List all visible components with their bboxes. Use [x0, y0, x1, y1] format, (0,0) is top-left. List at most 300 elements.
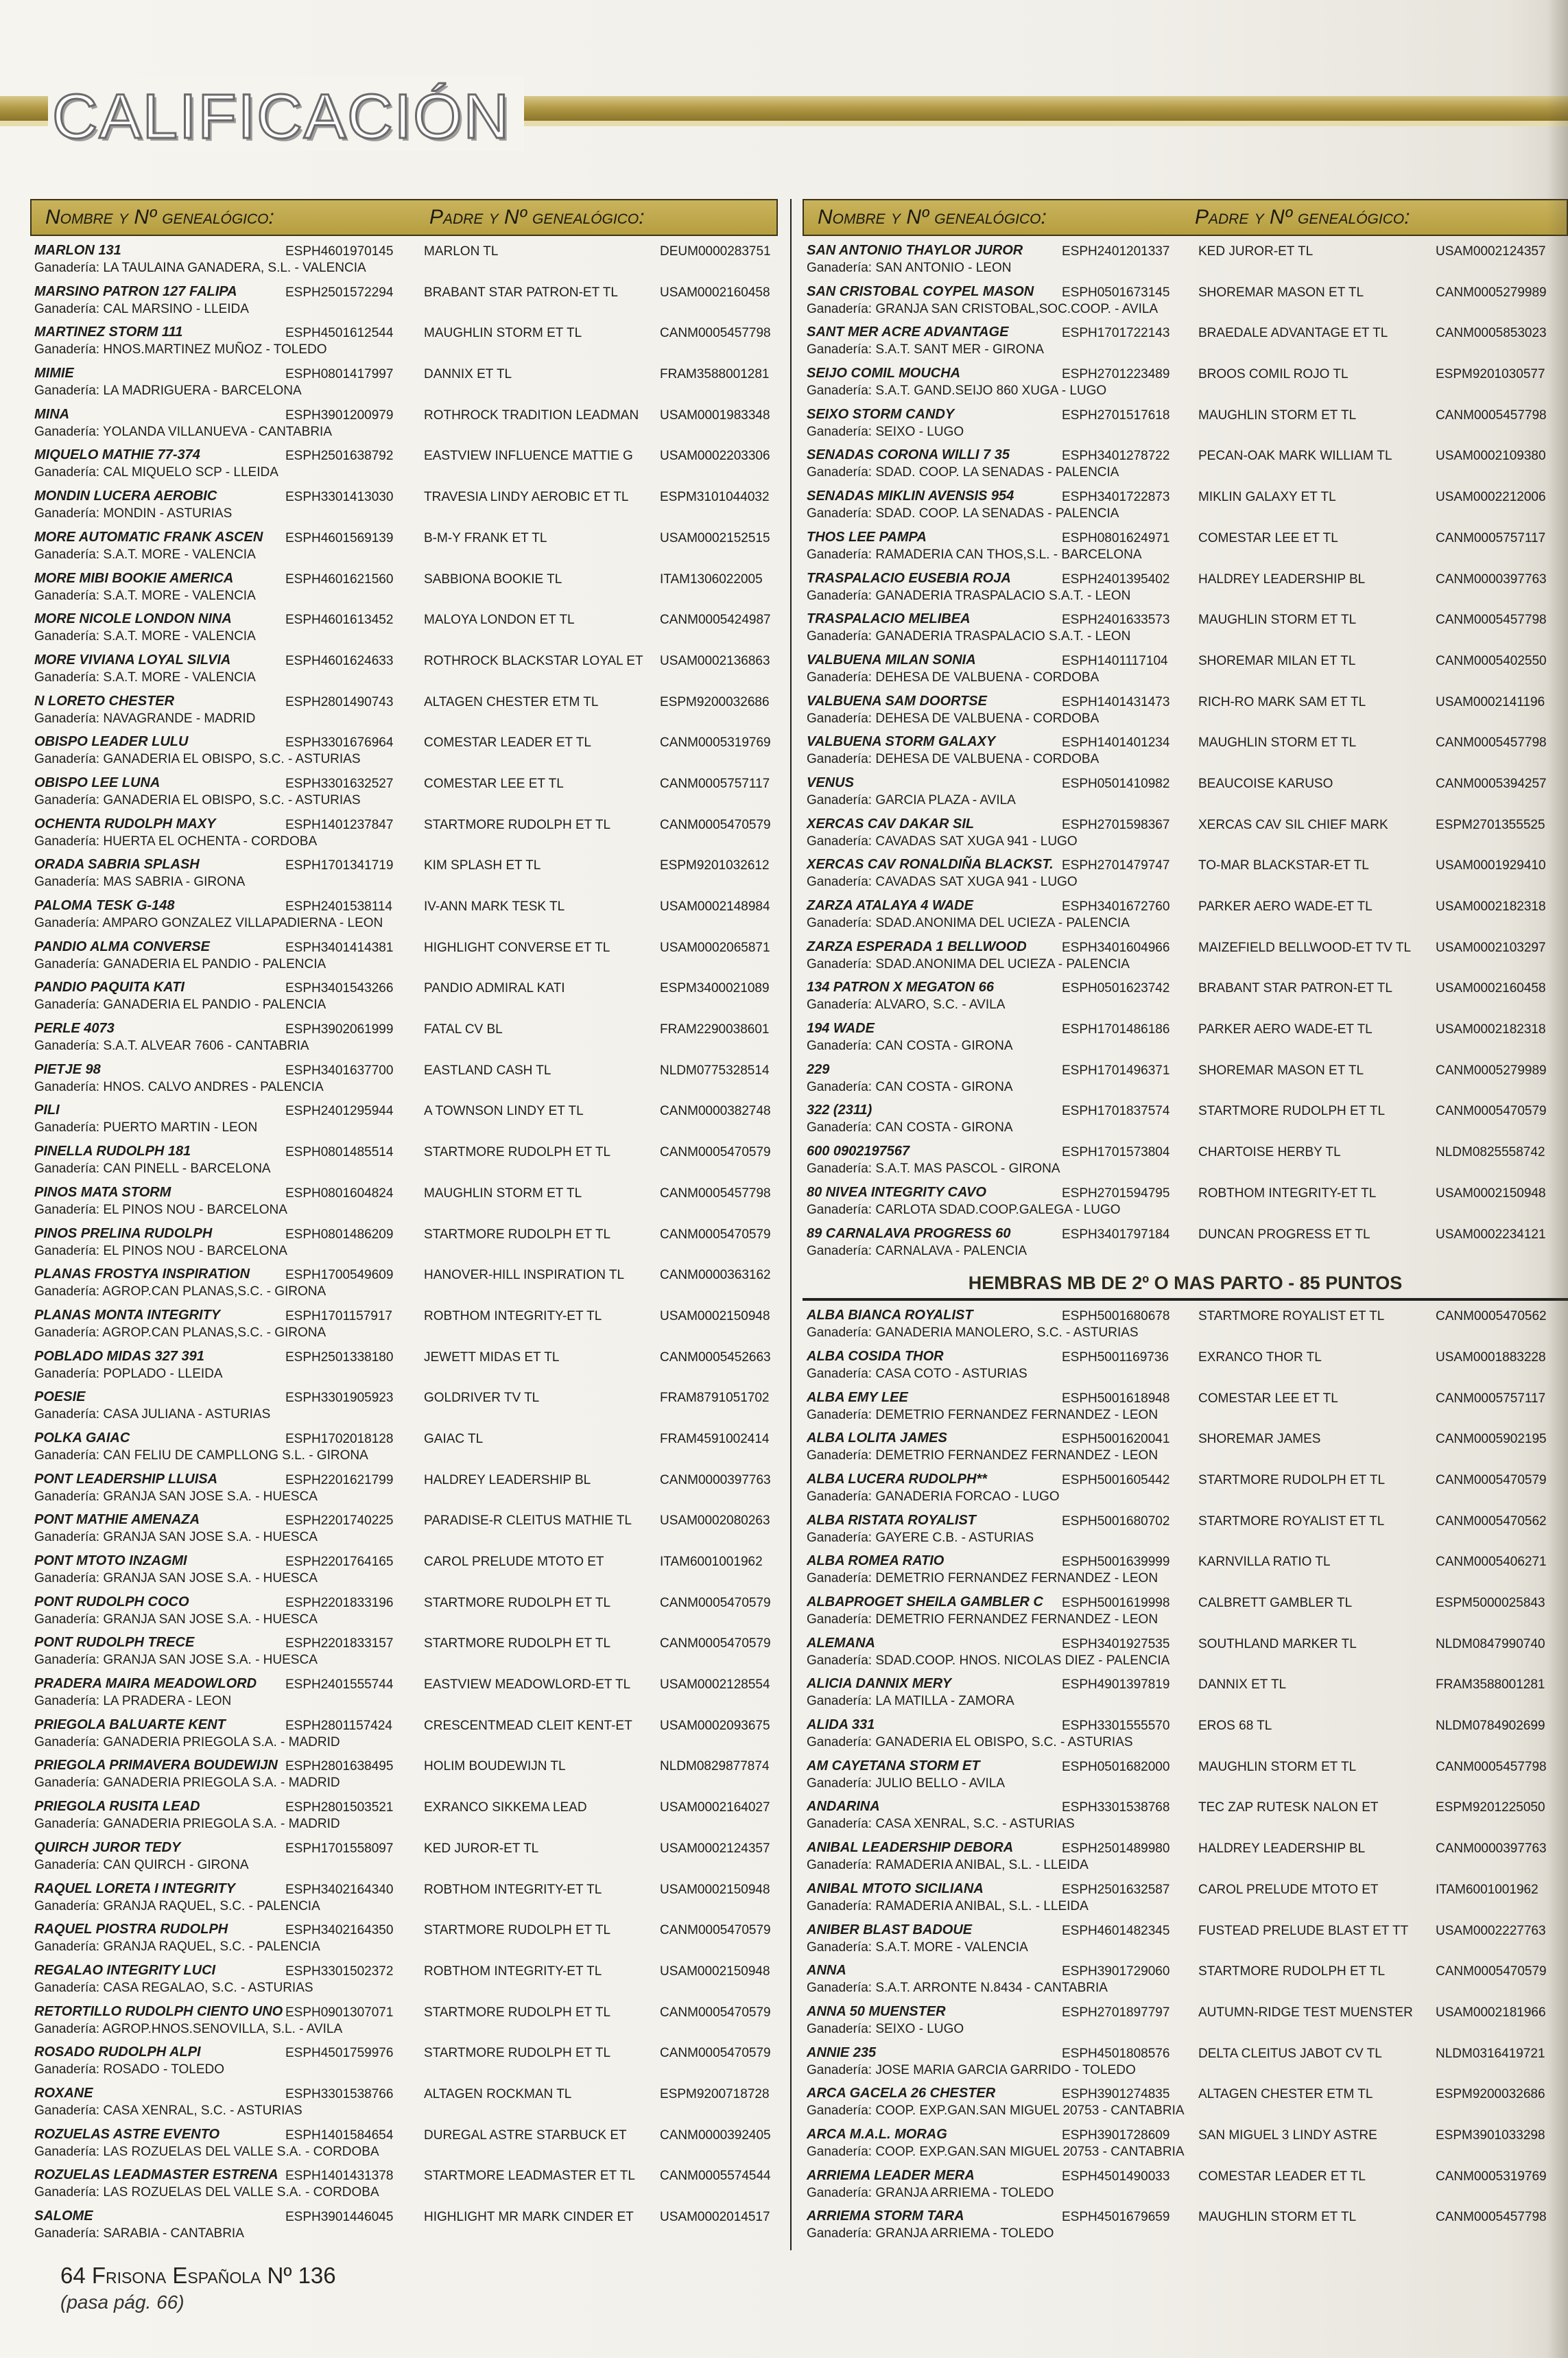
farm-name: Ganadería: CAL MIQUELO SCP - LLEIDA [34, 465, 278, 480]
animal-name: ALBA COSIDA THOR [807, 1348, 944, 1364]
farm-name: Ganadería: CARLOTA SDAD.COOP.GALEGA - LUGO [807, 1202, 1121, 1217]
sire-name: BEAUCOISE KARUSO [1198, 776, 1333, 791]
animal-id: ESPH4601970145 [285, 244, 394, 259]
animal-id: ESPH1700549609 [285, 1268, 394, 1283]
sire-name: BRABANT STAR PATRON-ET TL [424, 285, 618, 300]
entry-row [30, 853, 778, 894]
animal-id: ESPH2801490743 [285, 694, 394, 709]
animal-id: ESPH1702018128 [285, 1431, 394, 1446]
sire-id: ITAM6001001962 [1436, 1882, 1539, 1897]
animal-id: ESPH2801503521 [285, 1800, 394, 1815]
animal-id: ESPH1401117104 [1062, 653, 1168, 668]
animal-id: ESPH0501623742 [1062, 981, 1170, 996]
entry-row [803, 1304, 1568, 1345]
entry-row [30, 976, 778, 1017]
sire-name: BRABANT STAR PATRON-ET TL [1198, 981, 1392, 996]
animal-name: 600 0902197567 [807, 1144, 910, 1159]
animal-name: PRIEGOLA PRIMAVERA BOUDEWIJN [34, 1758, 278, 1773]
farm-name: Ganadería: CARNALAVA - PALENCIA [807, 1243, 1027, 1258]
sire-id: CANM0000382748 [660, 1104, 771, 1119]
sire-id: CANM0005853023 [1436, 326, 1547, 341]
animal-name: ALICIA DANNIX MERY [807, 1676, 952, 1692]
sire-id: USAM0001929410 [1436, 858, 1546, 873]
farm-name: Ganadería: COOP. EXP.GAN.SAN MIGUEL 20753 - CANTABRIA [807, 2144, 1185, 2159]
animal-name: PALOMA TESK G-148 [34, 898, 175, 913]
animal-id: ESPH5001680678 [1062, 1309, 1170, 1324]
sire-name: XERCAS CAV SIL CHIEF MARK [1198, 817, 1388, 832]
sire-id: USAM0002124357 [1436, 244, 1546, 259]
sire-id: CANM0005319769 [660, 735, 771, 751]
sire-id: NLDM0784902699 [1436, 1719, 1545, 1734]
entry-row [30, 812, 778, 853]
sire-name: HIGHLIGHT CONVERSE ET TL [424, 940, 610, 955]
animal-name: THOS LEE PAMPA [807, 529, 927, 545]
animal-name: PONT MATHIE AMENAZA [34, 1512, 200, 1528]
sire-name: HALDREY LEADERSHIP BL [1198, 1841, 1366, 1856]
entry-row [803, 443, 1568, 484]
animal-id: ESPH2701223489 [1062, 367, 1170, 382]
sire-id: CANM0005457798 [1436, 1759, 1547, 1774]
sire-name: CALBRETT GAMBLER TL [1198, 1596, 1353, 1610]
animal-id: ESPH1701486186 [1062, 1022, 1170, 1037]
sire-name: STARTMORE RUDOLPH ET TL [424, 1595, 611, 1610]
sire-name: COMESTAR LEE ET TL [1198, 1391, 1338, 1406]
sire-id: USAM0002148984 [660, 899, 770, 914]
right-column [803, 199, 1568, 2250]
sire-name: EXRANCO THOR TL [1198, 1349, 1322, 1365]
animal-name: PERLE 4073 [34, 1021, 115, 1037]
farm-name: Ganadería: SDAD.COOP. HNOS. NICOLAS DIEZ - PALENCIA [807, 1653, 1170, 1668]
farm-name: Ganadería: CASA XENRAL, S.C. - ASTURIAS [807, 1817, 1075, 1832]
sire-id: CANM0005574544 [660, 2169, 771, 2184]
animal-name: PRADERA MAIRA MEADOWLORD [34, 1676, 257, 1692]
farm-name: Ganadería: DEMETRIO FERNANDEZ FERNANDEZ - LEON [807, 1612, 1159, 1627]
entry-row [30, 2000, 778, 2041]
farm-name: Ganadería: S.A.T. MORE - VALENCIA [807, 1940, 1028, 1955]
animal-id: ESPH0501673145 [1062, 285, 1170, 300]
farm-name: Ganadería: EL PINOS NOU - BARCELONA [34, 1243, 287, 1258]
animal-id: ESPH2201621799 [285, 1472, 394, 1487]
left-entry-list [30, 239, 778, 2245]
sire-name: MARLON TL [424, 244, 499, 259]
animal-id: ESPH3401722873 [1062, 490, 1170, 505]
sire-id: CANM0000397763 [1436, 1841, 1547, 1856]
entry-row [30, 1754, 778, 1795]
animal-id: ESPH3901274835 [1062, 2087, 1170, 2102]
entry-row [30, 1836, 778, 1877]
farm-name: Ganadería: SDAD.ANONIMA DEL UCIEZA - PALENCIA [807, 916, 1130, 930]
animal-name: PIETJE 98 [34, 1061, 101, 1077]
animal-name: PONT MTOTO INZAGMI [34, 1553, 187, 1568]
sire-name: ALTAGEN CHESTER ETM TL [1198, 2087, 1373, 2102]
entry-row [803, 1181, 1568, 1222]
entry-row [30, 648, 778, 689]
sire-name: STARTMORE RUDOLPH ET TL [1198, 1104, 1386, 1119]
animal-name: QUIRCH JUROR TEDY [34, 1839, 181, 1855]
animal-name: ROXANE [34, 2085, 93, 2101]
entry-row [803, 2204, 1568, 2245]
entry-row [803, 976, 1568, 1017]
sire-name: CRESCENTMEAD CLEIT KENT-ET [424, 1718, 632, 1733]
animal-name: MONDIN LUCERA AEROBIC [34, 488, 217, 504]
sire-name: JEWETT MIDAS ET TL [424, 1349, 560, 1365]
animal-name: ZARZA ESPERADA 1 BELLWOOD [807, 939, 1027, 954]
sire-name: MAUGHLIN STORM ET TL [1198, 1759, 1357, 1774]
farm-name: Ganadería: GRANJA SAN JOSE S.A. - HUESCA [34, 1612, 318, 1627]
farm-name: Ganadería: S.A.T. MORE - VALENCIA [34, 547, 256, 562]
sire-id: CANM0005470579 [1436, 1472, 1547, 1487]
sire-id: USAM0002109380 [1436, 449, 1546, 464]
sire-id: FRAM3588001281 [1436, 1677, 1545, 1693]
entry-row [30, 1222, 778, 1263]
animal-id: ESPH1701341719 [285, 858, 394, 873]
farm-name: Ganadería: LA MATILLA - ZAMORA [807, 1694, 1014, 1709]
farm-name: Ganadería: SEIXO - LUGO [807, 2021, 964, 2036]
entry-row [30, 1426, 778, 1467]
farm-name: Ganadería: DEMETRIO FERNANDEZ FERNANDEZ - LEON [807, 1407, 1159, 1422]
sire-name: MAUGHLIN STORM ET TL [1198, 735, 1357, 751]
left-column-header [30, 199, 778, 236]
animal-name: RETORTILLO RUDOLPH CIENTO UNO [34, 2003, 283, 2019]
sire-name: CHARTOISE HERBY TL [1198, 1145, 1341, 1160]
animal-id: ESPH2501338180 [285, 1349, 394, 1365]
farm-name: Ganadería: LAS ROZUELAS DEL VALLE S.A. - CORDOBA [34, 2144, 379, 2159]
animal-id: ESPH2201833196 [285, 1595, 394, 1610]
animal-name: ALIDA 331 [807, 1717, 875, 1733]
animal-name: MIQUELO MATHIE 77-374 [34, 447, 200, 463]
animal-name: MARSINO PATRON 127 FALIPA [34, 283, 237, 299]
animal-name: 80 NIVEA INTEGRITY CAVO [807, 1184, 986, 1200]
animal-id: ESPH4501759976 [285, 2046, 394, 2061]
sire-name: STARTMORE RUDOLPH ET TL [1198, 1472, 1386, 1487]
farm-name: Ganadería: SEIXO - LUGO [807, 424, 964, 439]
entry-row [803, 1386, 1568, 1427]
animal-name: MORE MIBI BOOKIE AMERICA [34, 570, 234, 586]
animal-name: ARCA M.A.L. MORAG [807, 2126, 947, 2142]
sire-name: GAIAC TL [424, 1431, 484, 1446]
farm-name: Ganadería: GRANJA SAN JOSE S.A. - HUESCA [34, 1653, 318, 1668]
sire-id: NLDM0775328514 [660, 1063, 770, 1078]
entry-row [803, 526, 1568, 567]
animal-id: ESPH0801417997 [285, 367, 394, 382]
entry-row [30, 280, 778, 321]
farm-name: Ganadería: GANADERIA EL OBISPO, S.C. - ASTURIAS [34, 792, 361, 807]
farm-name: Ganadería: GANADERIA PRIEGOLA S.A. - MADRID [34, 1817, 340, 1832]
magazine-name: Frisona Española [91, 2263, 261, 2288]
sire-name: STARTMORE RUDOLPH ET TL [424, 1227, 611, 1242]
entry-row [30, 1467, 778, 1509]
farm-name: Ganadería: GRANJA SAN JOSE S.A. - HUESCA [34, 1530, 318, 1545]
sire-name: SHOREMAR JAMES [1198, 1432, 1321, 1447]
animal-id: ESPH4501612544 [285, 326, 394, 341]
animal-name: TRASPALACIO EUSEBIA ROJA [807, 570, 1011, 586]
sire-id: ESPM5000025843 [1436, 1596, 1545, 1610]
animal-id: ESPH3301538766 [285, 2086, 394, 2101]
entry-row [803, 2164, 1568, 2205]
animal-name: ZARZA ATALAYA 4 WADE [807, 898, 973, 913]
sire-id: CANM0000363162 [660, 1268, 771, 1283]
farm-name: Ganadería: DEHESA DE VALBUENA - CORDOBA [807, 752, 1100, 767]
animal-name: XERCAS CAV DAKAR SIL [807, 816, 975, 832]
animal-name: ANNA 50 MUENSTER [807, 2003, 946, 2019]
farm-name: Ganadería: LA TAULAINA GANADERA, S.L. - VALENCIA [34, 261, 366, 275]
sire-name: ALTAGEN CHESTER ETM TL [424, 694, 599, 709]
animal-id: ESPH2201740225 [285, 1513, 394, 1529]
entry-row [30, 1590, 778, 1631]
entry-row [30, 1262, 778, 1304]
animal-name: MARTINEZ STORM 111 [34, 325, 183, 340]
animal-id: ESPH3901200979 [285, 408, 394, 423]
sire-name: RICH-RO MARK SAM ET TL [1198, 694, 1366, 709]
sire-name: B-M-Y FRANK ET TL [424, 530, 547, 545]
sire-name: HANOVER-HILL INSPIRATION TL [424, 1268, 625, 1283]
farm-name: Ganadería: GANADERIA EL PANDIO - PALENCIA [34, 998, 326, 1013]
sire-id: ESPM3400021089 [660, 981, 770, 996]
animal-name: ROSADO RUDOLPH ALPI [34, 2044, 201, 2060]
sire-name: EROS 68 TL [1198, 1719, 1272, 1734]
sire-id: CANM0005470579 [660, 1227, 771, 1242]
animal-name: ALBA BIANCA ROYALIST [807, 1308, 973, 1323]
sire-id: USAM0002065871 [660, 940, 770, 955]
farm-name: Ganadería: HNOS.MARTINEZ MUÑOZ - TOLEDO [34, 342, 327, 357]
sire-id: CANM0005470579 [660, 1923, 771, 1938]
animal-name: ANNIE 235 [807, 2044, 877, 2060]
sire-id: CANM0005470579 [1436, 1964, 1547, 1979]
subsection-title: HEMBRAS MB DE 2º O MAS PARTO - 85 PUNTOS [803, 1269, 1568, 1301]
sire-id: ESPM2701355525 [1436, 817, 1545, 832]
sire-name: SHOREMAR MASON ET TL [1198, 1063, 1364, 1078]
sire-id: USAM0002227763 [1436, 1923, 1546, 1938]
farm-name: Ganadería: S.A.T. MORE - VALENCIA [34, 670, 256, 685]
farm-name: Ganadería: LA MADRIGUERA - BARCELONA [34, 384, 302, 399]
sire-name: STARTMORE RUDOLPH ET TL [424, 1636, 611, 1651]
farm-name: Ganadería: LA PRADERA - LEON [34, 1694, 232, 1709]
animal-name: POLKA GAIAC [34, 1430, 130, 1446]
entry-row [30, 1017, 778, 1058]
sire-name: STARTMORE ROYALIST ET TL [1198, 1309, 1385, 1324]
farm-name: Ganadería: CAN COSTA - GIRONA [807, 1079, 1013, 1094]
sire-id: USAM0002234121 [1436, 1227, 1546, 1242]
animal-name: MARLON 131 [34, 243, 121, 258]
farm-name: Ganadería: HNOS. CALVO ANDRES - PALENCIA [34, 1079, 324, 1094]
continued-note: (pasa pág. 66) [60, 2291, 185, 2313]
sire-name: STARTMORE RUDOLPH ET TL [1198, 1964, 1386, 1979]
entry-row [30, 1058, 778, 1099]
farm-name: Ganadería: CAN QUIRCH - GIRONA [34, 1857, 249, 1872]
sire-id: FRAM8791051702 [660, 1391, 770, 1406]
entry-row [803, 280, 1568, 321]
sire-name: SABBIONA BOOKIE TL [424, 571, 562, 587]
entry-row [30, 1795, 778, 1836]
animal-name: ROZUELAS ASTRE EVENTO [34, 2126, 220, 2142]
farm-name: Ganadería: MONDIN - ASTURIAS [34, 506, 233, 521]
farm-name: Ganadería: NAVAGRANDE - MADRID [34, 711, 256, 726]
animal-name: VENUS [807, 775, 854, 790]
animal-name: 229 [807, 1061, 830, 1077]
entry-row [803, 771, 1568, 812]
farm-name: Ganadería: YOLANDA VILLANUEVA - CANTABRIA [34, 424, 333, 439]
animal-name: VALBUENA STORM GALAXY [807, 734, 996, 750]
sire-name: STARTMORE ROYALIST ET TL [1198, 1513, 1385, 1529]
issue-number: Nº 136 [267, 2263, 336, 2288]
entry-row [30, 1140, 778, 1181]
farm-name: Ganadería: GRANJA SAN JOSE S.A. - HUESCA [34, 1489, 318, 1504]
farm-name: Ganadería: S.A.T. GAND.SEIJO 860 XUGA - LUGO [807, 384, 1107, 399]
sire-id: USAM0002160458 [1436, 981, 1546, 996]
sire-name: MAUGHLIN STORM ET TL [424, 1186, 582, 1201]
entry-row [30, 1672, 778, 1713]
animal-name: SALOME [34, 2208, 93, 2224]
entry-row [30, 1181, 778, 1222]
section-header [0, 75, 1568, 158]
entry-row [30, 2163, 778, 2204]
sire-id: USAM0002103297 [1436, 940, 1546, 955]
animal-id: ESPH2701598367 [1062, 817, 1170, 832]
sire-name: KED JUROR-ET TL [1198, 244, 1314, 259]
animal-id: ESPH3301413030 [285, 490, 394, 505]
animal-name: RAQUEL LORETA I INTEGRITY [34, 1880, 235, 1896]
animal-id: ESPH3902061999 [285, 1022, 394, 1037]
animal-id: ESPH2201833157 [285, 1636, 394, 1651]
farm-name: Ganadería: S.A.T. MORE - VALENCIA [34, 629, 256, 644]
farm-name: Ganadería: CASA XENRAL, S.C. - ASTURIAS [34, 2103, 302, 2118]
sire-id: NLDM0829877874 [660, 1759, 770, 1774]
animal-id: ESPH1401584654 [285, 2127, 394, 2143]
farm-name: Ganadería: SARABIA - CANTABRIA [34, 2226, 244, 2241]
sire-name: MAIZEFIELD BELLWOOD-ET TV TL [1198, 940, 1412, 955]
farm-name: Ganadería: CAN FELIU DE CAMPLLONG S.L. - GIRONA [34, 1448, 368, 1463]
animal-id: ESPH1701496371 [1062, 1063, 1170, 1078]
farm-name: Ganadería: CAVADAS SAT XUGA 941 - LUGO [807, 834, 1078, 849]
farm-name: Ganadería: RAMADERIA CAN THOS,S.L. - BARCELONA [807, 547, 1142, 562]
entry-row [803, 1877, 1568, 1918]
animal-name: ROZUELAS LEADMASTER ESTRENA [34, 2167, 278, 2183]
farm-name: Ganadería: GARCIA PLAZA - AVILA [807, 792, 1016, 807]
sire-name: BRAEDALE ADVANTAGE ET TL [1198, 326, 1388, 341]
animal-id: ESPH3401414381 [285, 940, 394, 955]
animal-id: ESPH2701594795 [1062, 1186, 1170, 1201]
sire-id: FRAM3588001281 [660, 367, 770, 382]
sire-id: USAM0002181966 [1436, 2005, 1546, 2020]
animal-name: POESIE [34, 1389, 86, 1405]
animal-name: ALEMANA [807, 1635, 875, 1651]
entry-row [30, 1304, 778, 1345]
animal-name: AM CAYETANA STORM ET [807, 1758, 980, 1773]
farm-name: Ganadería: AGROP.CAN PLANAS,S.C. - GIRONA [34, 1325, 326, 1340]
animal-id: ESPH3401543266 [285, 981, 394, 996]
animal-name: PILI [34, 1103, 60, 1118]
sire-id: USAM0002182318 [1436, 1022, 1546, 1037]
animal-name: N LORETO CHESTER [34, 693, 175, 709]
sire-name: HOLIM BOUDEWIJN TL [424, 1759, 566, 1774]
animal-name: ALBAPROGET SHEILA GAMBLER C [807, 1594, 1043, 1610]
entry-row [803, 403, 1568, 444]
sire-id: CANM0005402550 [1436, 653, 1547, 668]
farm-name: Ganadería: RAMADERIA ANIBAL, S.L. - LLEIDA [807, 1858, 1089, 1873]
farm-name: Ganadería: DEMETRIO FERNANDEZ FERNANDEZ - LEON [807, 1448, 1159, 1463]
sire-id: ESPM9201030577 [1436, 367, 1545, 382]
sire-name: MAUGHLIN STORM ET TL [1198, 408, 1357, 423]
entry-row [30, 607, 778, 648]
sire-name: SAN MIGUEL 3 LINDY ASTRE [1198, 2127, 1377, 2143]
sire-name: ROTHROCK BLACKSTAR LOYAL ET [424, 653, 643, 668]
entry-row [30, 239, 778, 280]
sire-id: USAM0002124357 [660, 1841, 770, 1856]
animal-id: ESPH2701517618 [1062, 408, 1170, 423]
entry-row [30, 771, 778, 812]
animal-name: 134 PATRON X MEGATON 66 [807, 980, 995, 995]
sire-name: MAUGHLIN STORM ET TL [424, 326, 582, 341]
animal-id: ESPH3901729060 [1062, 1964, 1170, 1979]
animal-id: ESPH4501808576 [1062, 2046, 1170, 2061]
sire-name: CAROL PRELUDE MTOTO ET [424, 1555, 604, 1569]
sire-name: STARTMORE RUDOLPH ET TL [424, 817, 611, 832]
animal-id: ESPH5001605442 [1062, 1472, 1170, 1487]
animal-id: ESPH2701897797 [1062, 2005, 1170, 2020]
entry-row [803, 1058, 1568, 1099]
animal-name: MORE VIVIANA LOYAL SILVIA [34, 652, 231, 668]
sire-id: CANM0005457798 [660, 1186, 771, 1201]
page-footer [60, 2263, 336, 2313]
entry-row [30, 443, 778, 484]
animal-id: ESPH1701157917 [285, 1308, 392, 1323]
right-entry-list-2 [803, 1304, 1568, 2245]
animal-id: ESPH2401633573 [1062, 613, 1170, 628]
animal-id: ESPH0801485514 [285, 1145, 394, 1160]
entry-row [30, 730, 778, 771]
farm-name: Ganadería: CAN COSTA - GIRONA [807, 1039, 1013, 1054]
farm-name: Ganadería: CAL MARSINO - LLEIDA [34, 301, 249, 316]
entry-row [803, 2000, 1568, 2041]
animal-id: ESPH3301676964 [285, 735, 394, 751]
farm-name: Ganadería: S.A.T. MORE - VALENCIA [34, 588, 256, 603]
farm-name: Ganadería: MAS SABRIA - GIRONA [34, 875, 246, 890]
entry-row [803, 1713, 1568, 1754]
animal-id: ESPH3401604966 [1062, 940, 1170, 955]
farm-name: Ganadería: SDAD. COOP. LA SENADAS - PALENCIA [807, 506, 1119, 521]
entry-row [30, 1098, 778, 1140]
left-column [30, 199, 778, 2250]
animal-name: MORE NICOLE LONDON NINA [34, 611, 232, 627]
sire-id: USAM0002182318 [1436, 899, 1546, 914]
animal-name: ALBA LUCERA RUDOLPH** [807, 1471, 987, 1487]
sire-name: DUREGAL ASTRE STARBUCK ET [424, 2127, 627, 2143]
sire-id: ESPM9200032686 [1436, 2087, 1545, 2102]
sire-id: USAM0002152515 [660, 530, 770, 545]
entry-row [803, 1467, 1568, 1509]
entry-row [30, 1918, 778, 1959]
entry-row [803, 1836, 1568, 1877]
farm-name: Ganadería: EL PINOS NOU - BARCELONA [34, 1202, 287, 1217]
sire-id: CANM0005470579 [1436, 1104, 1547, 1119]
farm-name: Ganadería: DEMETRIO FERNANDEZ FERNANDEZ - LEON [807, 1571, 1159, 1586]
entry-row [30, 1631, 778, 1672]
animal-id: ESPH2501489980 [1062, 1841, 1170, 1856]
animal-id: ESPH1401237847 [285, 817, 394, 832]
farm-name: Ganadería: CAN COSTA - GIRONA [807, 1120, 1013, 1135]
sire-id: ESPM9201225050 [1436, 1800, 1545, 1815]
farm-name: Ganadería: RAMADERIA ANIBAL, S.L. - LLEIDA [807, 1898, 1089, 1913]
animal-id: ESPH3401672760 [1062, 899, 1170, 914]
animal-id: ESPH2501572294 [285, 285, 394, 300]
animal-id: ESPH0801486209 [285, 1227, 394, 1242]
farm-name: Ganadería: HUERTA EL OCHENTA - CORDOBA [34, 834, 318, 849]
entry-row [30, 1959, 778, 2000]
farm-name: Ganadería: AMPARO GONZALEZ VILLAPADIERNA - LEON [34, 916, 383, 930]
farm-name: Ganadería: LAS ROZUELAS DEL VALLE S.A. - CORDOBA [34, 2185, 379, 2200]
sire-name: HALDREY LEADERSHIP BL [424, 1472, 591, 1487]
sire-name: PECAN-OAK MARK WILLIAM TL [1198, 449, 1392, 464]
